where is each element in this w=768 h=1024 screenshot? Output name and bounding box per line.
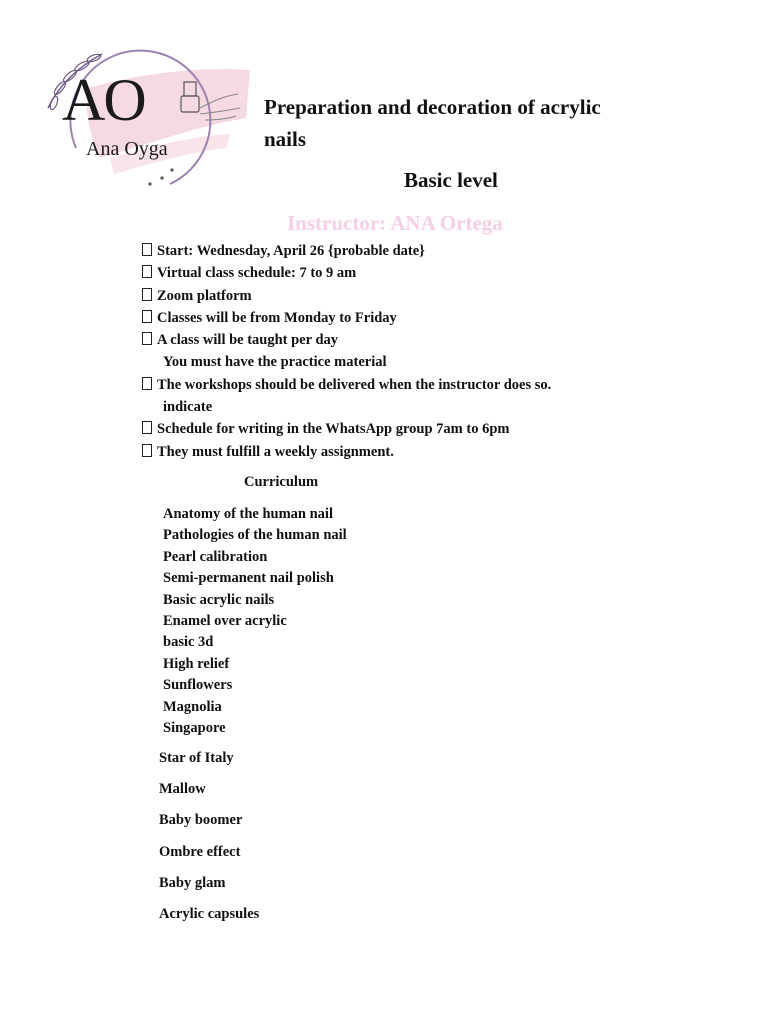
curriculum-item: Sunflowers [163, 677, 233, 694]
missing-glyph-icon [142, 332, 152, 345]
missing-glyph-icon [142, 421, 152, 434]
logo-monogram: AO [62, 67, 145, 133]
missing-glyph-icon [142, 288, 152, 301]
course-level: Basic level [404, 168, 498, 192]
info-item: Classes will be from Monday to Friday [142, 307, 551, 329]
curriculum-item: Ombre effect [159, 843, 241, 860]
curriculum-item: High relief [163, 655, 230, 672]
curriculum-item: Basic acrylic nails [163, 591, 275, 608]
info-item-continuation: You must have the practice material [163, 354, 387, 371]
info-item: Virtual class schedule: 7 to 9 am [142, 262, 551, 284]
info-item: Schedule for writing in the WhatsApp group 7am to 6pm [142, 418, 551, 440]
curriculum-item: Baby boomer [159, 812, 243, 829]
curriculum-item: Pathologies of the human nail [163, 527, 347, 544]
course-info-list [142, 240, 551, 463]
curriculum-item: Baby glam [159, 874, 226, 891]
curriculum-heading: Curriculum [244, 474, 319, 490]
brand-logo [40, 48, 255, 198]
curriculum-item: basic 3d [163, 634, 214, 651]
curriculum-list-continued [159, 748, 259, 935]
info-item-continuation: indicate [163, 399, 213, 416]
instructor-name: Instructor: ANA Ortega [287, 211, 503, 235]
curriculum-list [163, 504, 347, 739]
curriculum-item: Singapore [163, 720, 226, 737]
curriculum-item: Magnolia [163, 698, 222, 715]
info-item: Start: Wednesday, April 26 {probable date} [142, 240, 551, 262]
missing-glyph-icon [142, 377, 152, 390]
curriculum-item: Semi-permanent nail polish [163, 570, 334, 587]
info-item: Zoom platform [142, 285, 551, 307]
info-item: A class will be taught per day [142, 329, 551, 351]
curriculum-item: Mallow [159, 781, 206, 798]
course-title: Preparation and decoration of acrylic nails [264, 95, 601, 151]
info-item: They must fulfill a weekly assignment. [142, 441, 551, 463]
curriculum-item: Star of Italy [159, 750, 234, 766]
info-item: The workshops should be delivered when the instructor does so. [142, 374, 551, 396]
instructor-line [267, 210, 503, 236]
curriculum-item: Anatomy of the human nail [163, 506, 333, 522]
curriculum-item: Acrylic capsules [159, 905, 260, 922]
logo-brand-name: Ana Oyga [86, 138, 168, 160]
curriculum-item: Enamel over acrylic [163, 613, 287, 630]
missing-glyph-icon [142, 243, 152, 256]
missing-glyph-icon [142, 265, 152, 278]
curriculum-item: Pearl calibration [163, 548, 268, 565]
missing-glyph-icon [142, 310, 152, 323]
missing-glyph-icon [142, 444, 152, 457]
